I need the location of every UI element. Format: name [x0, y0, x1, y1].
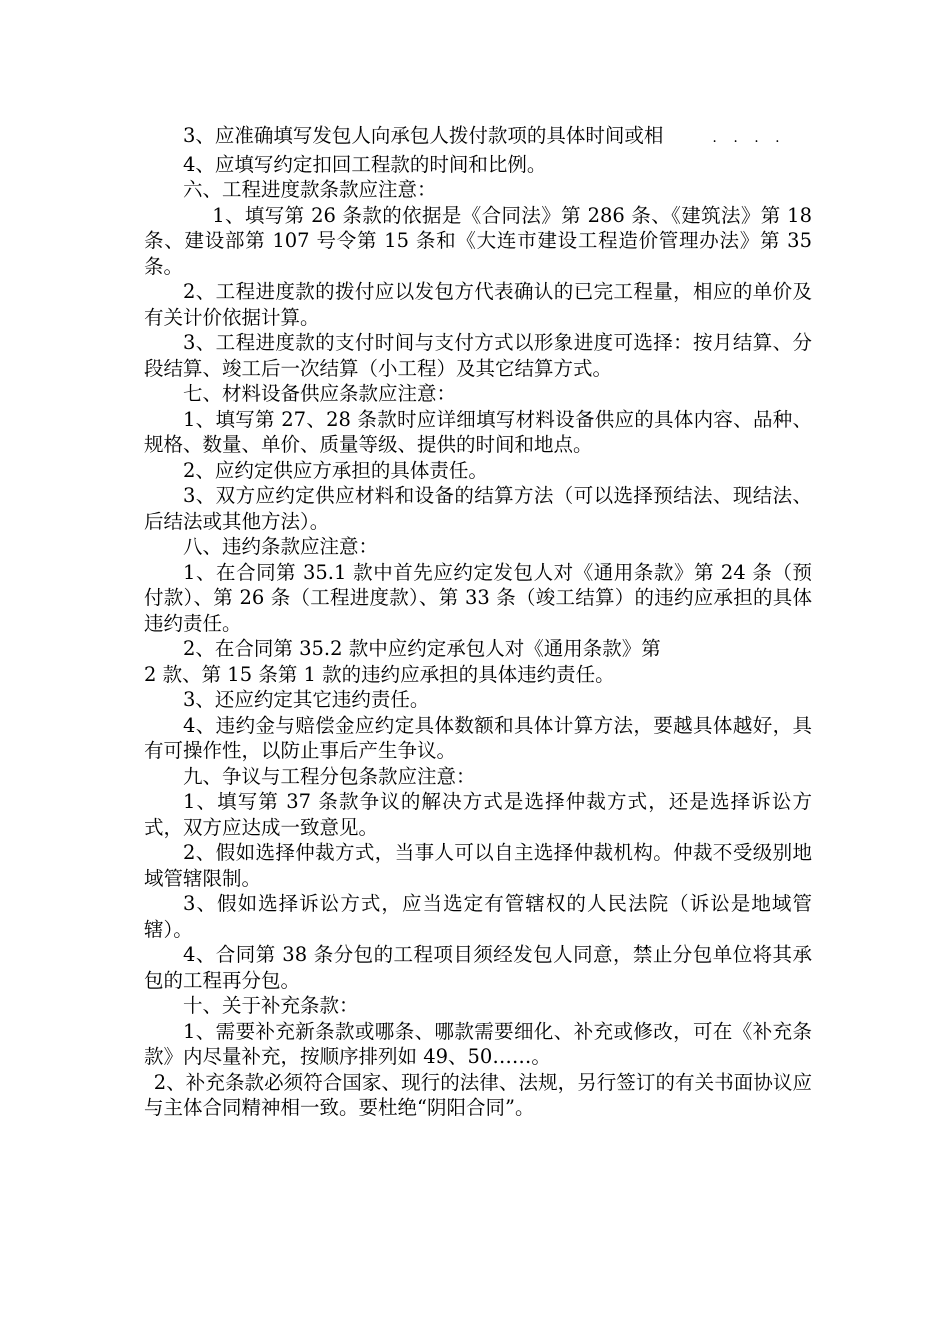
paragraph: 1、填写第 27、28 条款时应详细填写材料设备供应的具体内容、品种、规格、数量、单价、质量等级、提供的时间和地点。 — [144, 407, 812, 456]
section-heading: 八、违约条款应注意： — [183, 535, 379, 558]
section-heading: 十、关于补充条款： — [183, 994, 359, 1017]
paragraph: 4、应填写约定扣回工程款的时间和比例。 — [183, 152, 547, 176]
paragraph: 1、填写第 26 条款的依据是《合同法》第 286 条、《建筑法》第 18 条、建设部第 107 号令第 15 条和《大连市建设工程造价管理办法》第 35 条。 — [144, 203, 812, 278]
paragraph: 2、工程进度款的拨付应以发包方代表确认的已完工程量，相应的单价及有关计价依据计算。 — [144, 280, 812, 329]
trailing-marks: . . . . — [712, 130, 786, 146]
document-body — [144, 123, 812, 1121]
section-heading: 七、材料设备供应条款应注意： — [183, 382, 457, 405]
paragraph: 2、在合同第 35.2 款中应约定承包人对《通用条款》第 — [183, 637, 661, 660]
section-heading: 六、工程进度款条款应注意： — [183, 178, 437, 201]
paragraph: 2、假如选择仲裁方式，当事人可以自主选择仲裁机构。仲裁不受级别地域管辖限制。 — [144, 841, 812, 890]
paragraph: 4、违约金与赔偿金应约定具体数额和具体计算方法，要越具体越好，具有可操作性，以防止事后产生争议。 — [144, 713, 812, 762]
paragraph — [144, 123, 812, 152]
paragraph: 3、工程进度款的支付时间与支付方式以形象进度可选择：按月结算、分段结算、竣工后一次结算（小工程）及其它结算方式。 — [144, 331, 812, 380]
paragraph: 4、合同第 38 条分包的工程项目须经发包人同意，禁止分包单位将其承包的工程再分包。 — [144, 943, 812, 992]
paragraph: 2、补充条款必须符合国家、现行的法律、法规，另行签订的有关书面协议应与主体合同精神相一致。要杜绝“阴阳合同”。 — [144, 1070, 812, 1119]
paragraph: 1、在合同第 35.1 款中首先应约定发包人对《通用条款》第 24 条（预付款）、第 26 条（工程进度款）、第 33 条（竣工结算）的违约应承担的具体违约责任。 — [144, 560, 812, 635]
paragraph: 2 款、第 15 条第 1 款的违约应承担的具体违约责任。 — [144, 662, 615, 686]
paragraph: 1、需要补充新条款或哪条、哪款需要细化、补充或修改，可在《补充条款》内尽量补充，按顺序排列如 49、50……。 — [144, 1019, 812, 1068]
section-heading: 九、争议与工程分包条款应注意： — [183, 764, 476, 788]
paragraph: 3、双方应约定供应材料和设备的结算方法（可以选择预结法、现结法、后结法或其他方法）。 — [144, 484, 812, 533]
paragraph: 1、填写第 37 条款争议的解决方式是选择仲裁方式，还是选择诉讼方式，双方应达成一致意见。 — [144, 790, 812, 839]
paragraph: 3、假如选择诉讼方式，应当选定有管辖权的人民法院（诉讼是地域管辖）。 — [144, 892, 812, 941]
paragraph: 3、还应约定其它违约责任。 — [183, 688, 430, 711]
paragraph: 2、应约定供应方承担的具体责任。 — [183, 458, 488, 482]
paragraph-text: 3、应准确填写发包人向承包人拨付款项的具体时间或相 — [183, 124, 664, 147]
